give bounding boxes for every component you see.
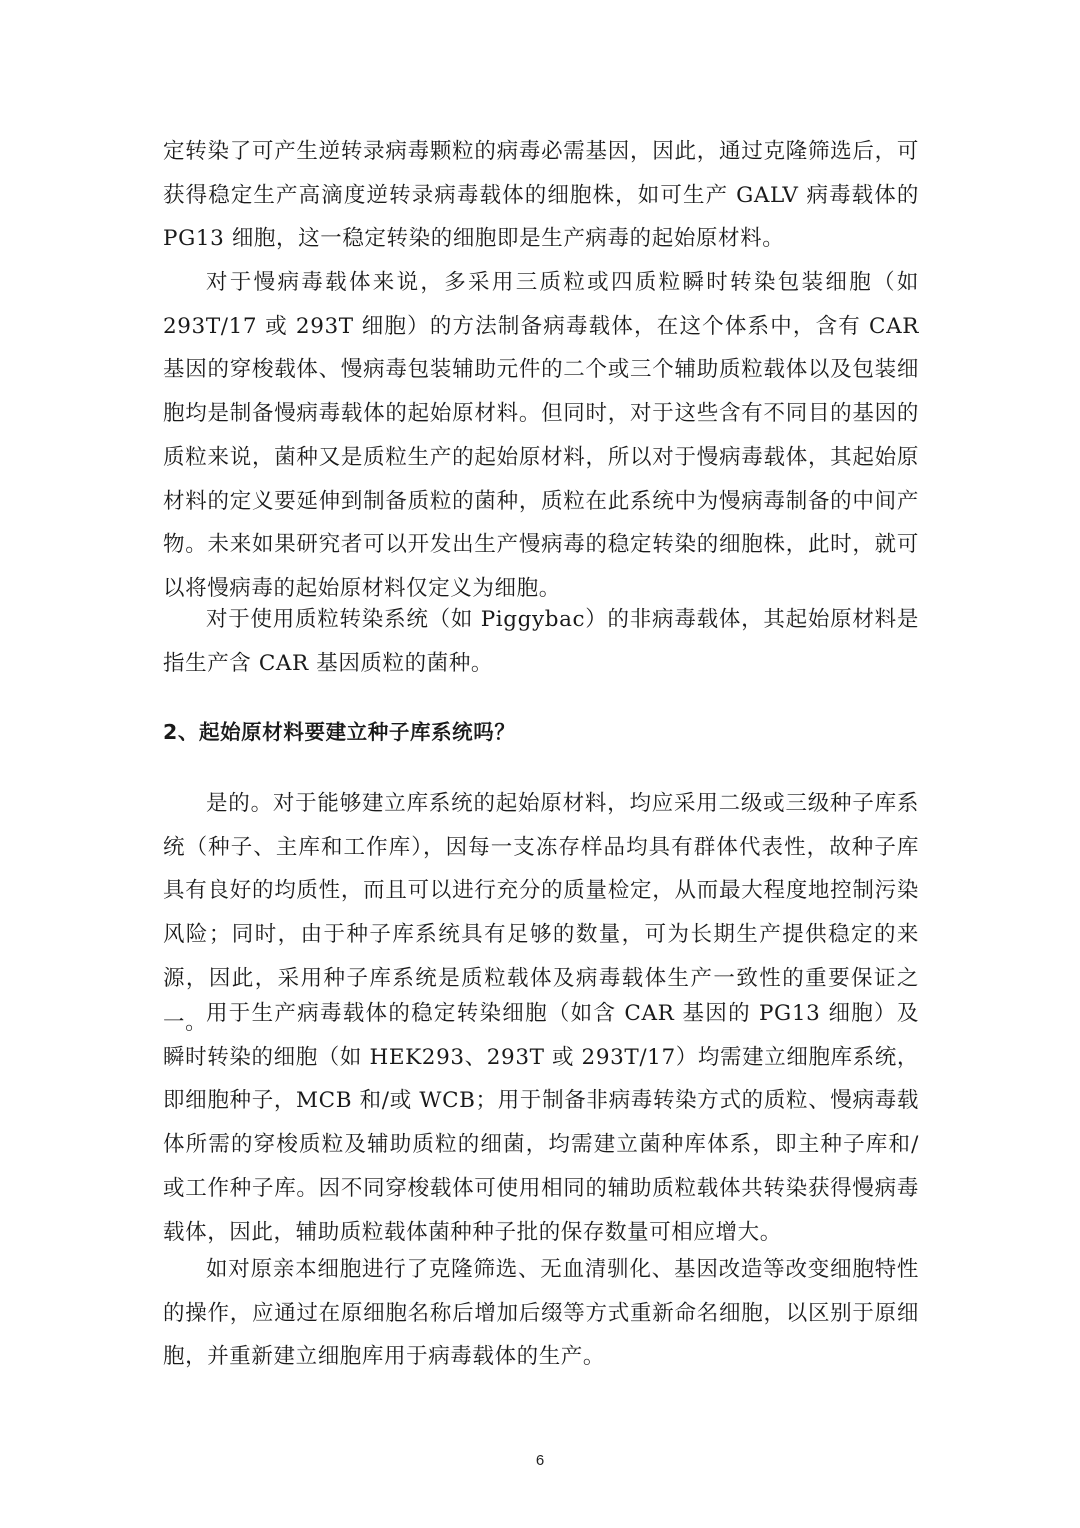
paragraph-cell-bank-system: 用于生产病毒载体的稳定转染细胞（如含 CAR 基因的 PG13 细胞）及瞬时转染的细胞（如 HEK293、293T 或 293T/17）均需建立细胞库系统，即细胞种子，MCB 和/或 WCB；用于制备非病毒转染方式的质粒、慢病毒载体所需的穿梭质粒及辅助质粒的细菌，均需建立菌种库体系，即主种子库和/或工作种子库。因不同穿梭载体可使用相同的辅助质粒载体共转染获得慢病毒载体，因此，辅助质粒载体菌种种子批的保存数量可相应增大。 [163,1001,919,1245]
paragraph-lentiviral-vectors: 对于慢病毒载体来说，多采用三质粒或四质粒瞬时转染包装细胞（如293T/17 或 293T 细胞）的方法制备病毒载体，在这个体系中，含有 CAR 基因的穿梭载体、慢病毒包装辅助元件的二个或三个辅助质粒载体以及包装细胞均是制备慢病毒载体的起始原材料。但同时，对于这些含有不同目的基因的质粒来说，菌种又是质粒生产的起始原材料，所以对于慢病毒载体，其起始原材料的定义要延伸到制备质粒的菌种，质粒在此系统中为慢病毒制备的中间产物。未来如果研究者可以开发出生产慢病毒的稳定转染的细胞株，此时，就可以将慢病毒的起始原材料仅定义为细胞。 [163,270,919,601]
paragraph-cell-renaming: 如对原亲本细胞进行了克隆筛选、无血清驯化、基因改造等改变细胞特性的操作，应通过在原细胞名称后增加后缀等方式重新命名细胞，以区别于原细胞，并重新建立细胞库用于病毒载体的生产。 [163,1257,919,1370]
paragraph-galv-continuation: 定转染了可产生逆转录病毒颗粒的病毒必需基因，因此，通过克隆筛选后，可获得稳定生产高滴度逆转录病毒载体的细胞株，如可生产 GALV 病毒载体的 PG13 细胞，这一稳定转染的细胞即是生产病毒的起始原材料。 [163,139,919,252]
page-number: 6 [535,1452,545,1469]
paragraph-non-viral-vectors: 对于使用质粒转染系统（如 Piggybac）的非病毒载体，其起始原材料是指生产含 CAR 基因质粒的菌种。 [163,607,919,676]
section-heading: 2、起始原材料要建立种子库系统吗？ [163,720,516,744]
paragraph-seed-bank-answer: 是的。对于能够建立库系统的起始原材料，均应采用二级或三级种子库系统（种子、主库和工作库），因每一支冻存样品均具有群体代表性，故种子库具有良好的均质性，而且可以进行充分的质量检定，从而最大程度地控制污染风险；同时，由于种子库系统具有足够的数量，可为长期生产提供稳定的来源，因此，采用种子库系统是质粒载体及病毒载体生产一致性的重要保证之一。 [163,791,919,1035]
